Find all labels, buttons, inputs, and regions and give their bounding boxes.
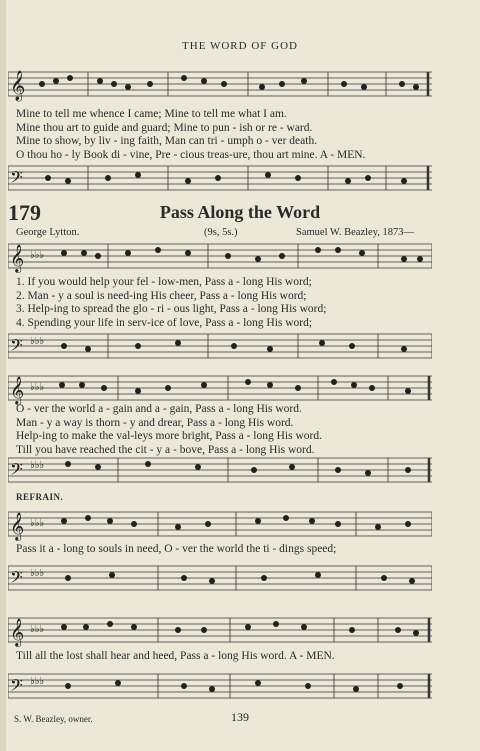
lyric-line: Pass it a - long to souls in need, O - ver the world the ti - dings speed; xyxy=(16,543,337,555)
svg-text:♭♭♭: ♭♭♭ xyxy=(30,460,45,471)
running-head: THE WORD OF GOD xyxy=(182,40,298,52)
svg-text:♭♭♭: ♭♭♭ xyxy=(30,336,45,347)
staff-treble-2 xyxy=(8,370,432,406)
lyric-line: 2. Man - y a soul is need-ing His cheer, Pass a - long His word; xyxy=(16,289,307,302)
svg-text:𝄢: 𝄢 xyxy=(10,675,23,699)
lyric-line: Help-ing to make the val-leys more bright, Pass a - long His word. xyxy=(16,430,322,442)
copyright-owner: S. W. Beazley, owner. xyxy=(14,714,93,724)
svg-text:𝄞: 𝄞 xyxy=(10,244,25,272)
verse-lyrics-2 xyxy=(16,403,426,457)
lyric-line: O - ver the world a - gain and a - gain, Pass a - long His word. xyxy=(16,403,302,415)
lyric-line: Till you have reached the cit - y a - bove, Pass a - long His word. xyxy=(16,443,315,456)
lyric-line: Mine thou art to guide and guard; Mine to pun - ish or re - ward. xyxy=(16,121,313,134)
lyric-line: O thou ho - ly Book di - vine, Pre - cious treas-ure, thou art mine. A - MEN. xyxy=(16,148,366,161)
svg-text:♭♭♭: ♭♭♭ xyxy=(30,568,45,579)
verse-lyrics-1 xyxy=(16,276,426,330)
hymn-title: Pass Along the Word xyxy=(159,202,321,222)
prev-hymn-lyrics xyxy=(16,108,426,162)
svg-text:♭♭♭: ♭♭♭ xyxy=(30,676,45,687)
staff-bass-1 xyxy=(8,328,432,364)
staff-bass-refrain-1 xyxy=(8,560,432,596)
svg-text:𝄢: 𝄢 xyxy=(10,167,23,191)
lyric-line: Till all the lost shall hear and heed, Pass a - long His word. A - MEN. xyxy=(16,650,335,662)
svg-text:♭♭♭: ♭♭♭ xyxy=(30,382,45,393)
svg-text:𝄞: 𝄞 xyxy=(10,71,26,101)
svg-text:𝄢: 𝄢 xyxy=(10,335,23,359)
refrain-lyrics-1 xyxy=(16,543,426,557)
page-number: 139 xyxy=(231,710,249,724)
composer-credit: Samuel W. Beazley, 1873— xyxy=(296,227,415,238)
svg-text:𝄢: 𝄢 xyxy=(10,567,23,591)
meter: (9s, 5s.) xyxy=(204,227,238,238)
hymn-number: 179 xyxy=(8,200,41,225)
staff-treble-refrain-1 xyxy=(8,506,432,542)
svg-text:𝄞: 𝄞 xyxy=(10,376,25,404)
lyric-line: Mine to tell me whence I came; Mine to tell me what I am. xyxy=(16,108,287,120)
svg-text:♭♭♭: ♭♭♭ xyxy=(30,250,45,261)
svg-text:𝄞: 𝄞 xyxy=(10,512,25,540)
lyric-line: Man - y a way is thorn - y and drear, Pass a - long His word. xyxy=(16,416,294,429)
lyric-line: 3. Help-ing to spread the glo - ri - ous light, Pass a - long His word; xyxy=(16,303,327,315)
svg-text:𝄞: 𝄞 xyxy=(10,618,25,646)
lyricist-credit: George Lytton. xyxy=(16,227,80,238)
svg-text:♭♭♭: ♭♭♭ xyxy=(30,624,45,635)
lyric-line: 4. Spending your life in serv-ice of love, Pass a - long His word; xyxy=(16,316,313,329)
lyric-line: 1. If you would help your fel - low-men, Pass a - long His word; xyxy=(16,276,312,288)
lyric-line: Mine to show, by liv - ing faith, Man can tri - umph o - ver death. xyxy=(16,135,318,147)
svg-text:𝄢: 𝄢 xyxy=(10,459,23,483)
staff-bass-refrain-2 xyxy=(8,668,432,704)
staff-treble-refrain-2 xyxy=(8,608,432,648)
staff-treble-1 xyxy=(8,238,432,274)
refrain-label: REFRAIN. xyxy=(16,492,64,502)
refrain-lyrics-2 xyxy=(16,650,426,664)
binding-gutter xyxy=(0,0,6,751)
staff-treble-prev xyxy=(8,64,432,104)
svg-text:♭♭♭: ♭♭♭ xyxy=(30,518,45,529)
staff-bass-2 xyxy=(8,452,432,488)
staff-bass-prev xyxy=(8,160,432,196)
